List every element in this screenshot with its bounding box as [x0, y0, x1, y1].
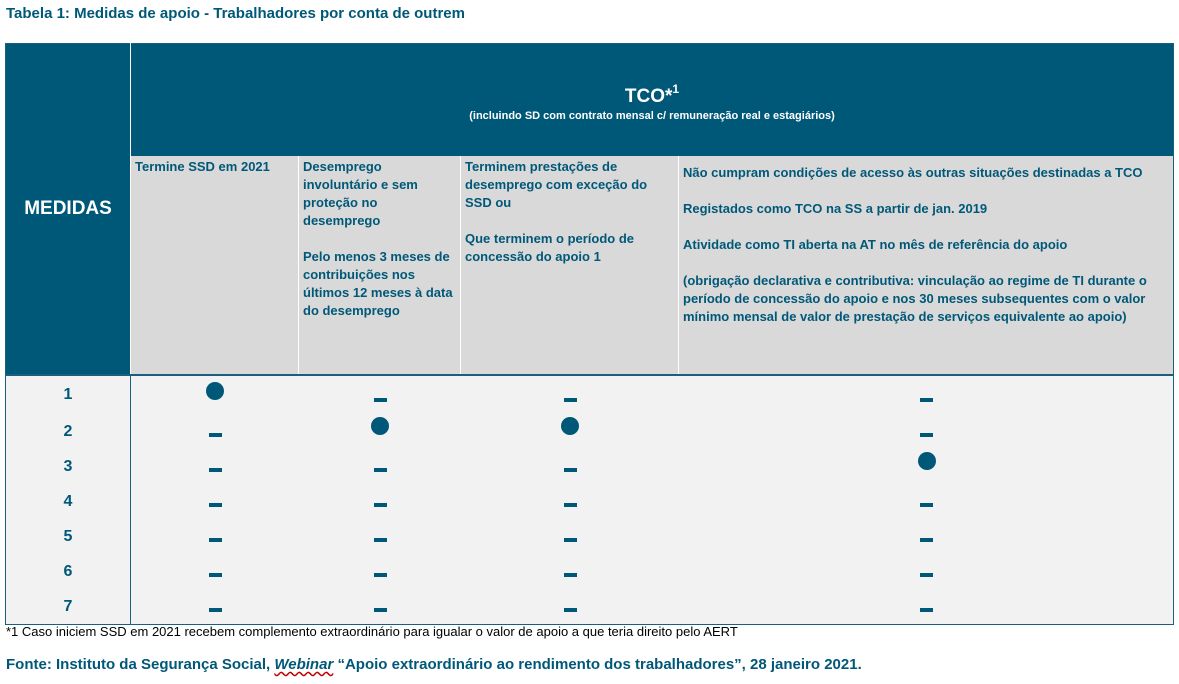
table-title: Tabela 1: Medidas de apoio - Trabalhadores por conta de outrem	[6, 5, 465, 22]
source-suffix: “Apoio extraordinário ao rendimento dos trabalhadores”, 28 janeiro 2021.	[333, 656, 862, 673]
criteria-text: Termine SSD em 2021	[135, 159, 270, 174]
not-applicable-dash-icon	[564, 538, 577, 542]
criteria-text: Que terminem o período de concessão do apoio 1	[465, 231, 635, 264]
not-applicable-dash-icon	[209, 608, 222, 612]
not-applicable-dash-icon	[920, 398, 933, 402]
measure-number: 5	[63, 527, 73, 545]
not-applicable-dash-icon	[209, 468, 222, 472]
measure-number: 6	[63, 562, 73, 580]
not-applicable-dash-icon	[209, 573, 222, 577]
medidas-header: MEDIDAS	[6, 44, 131, 376]
measure-number: 1	[63, 386, 73, 403]
criteria-text: Atividade como TI aberta na AT no mês de referência do apoio	[683, 237, 1068, 252]
paragraph-gap	[465, 212, 674, 230]
table-row	[131, 446, 1174, 481]
not-applicable-dash-icon	[564, 468, 577, 472]
not-applicable-dash-icon	[374, 503, 387, 507]
table-row	[6, 414, 130, 449]
not-applicable-dash-icon	[374, 573, 387, 577]
table-row	[6, 554, 130, 589]
measure-number: 2	[63, 422, 73, 440]
criteria-cell-4	[679, 156, 1174, 375]
table-row	[131, 376, 1174, 411]
not-applicable-dash-icon	[920, 608, 933, 612]
criteria-row	[6, 156, 1174, 375]
not-applicable-dash-icon	[564, 608, 577, 612]
criteria-text: Registados como TCO na SS a partir de jan. 2019	[683, 201, 988, 216]
table-row	[6, 376, 130, 414]
table-row	[131, 411, 1174, 446]
table-row	[131, 586, 1174, 621]
not-applicable-dash-icon	[209, 538, 222, 542]
not-applicable-dash-icon	[920, 503, 933, 507]
not-applicable-dash-icon	[920, 538, 933, 542]
measure-marks-area	[131, 375, 1174, 625]
tco-header	[131, 44, 1174, 157]
source-line	[6, 656, 862, 673]
applies-dot-icon	[918, 452, 936, 470]
criteria-text: (obrigação declarativa e contributiva: vinculação ao regime de TI durante o período de concessão do apoio e nos 30 meses subsequentes com o valor mínimo mensal de valor de prestação de serviços equivalente ao apoio)	[683, 273, 1147, 324]
measure-number: 7	[63, 597, 73, 615]
applies-dot-icon	[371, 417, 389, 435]
measure-number: 4	[63, 492, 73, 510]
criteria-cell-3	[461, 156, 679, 375]
measure-numbers-column	[6, 375, 131, 625]
tco-label: TCO*	[624, 86, 673, 107]
criteria-text: Não cumpram condições de acesso às outras situações destinadas a TCO	[683, 165, 1143, 180]
table-row	[6, 484, 130, 519]
footnote: *1 Caso iniciem SSD em 2021 recebem complemento extraordinário para igualar o valor de apoio a que teria direito pelo AERT	[6, 624, 738, 639]
paragraph-gap	[683, 218, 1169, 236]
paragraph-gap	[303, 230, 456, 248]
criteria-cell-1	[131, 156, 299, 375]
not-applicable-dash-icon	[564, 573, 577, 577]
not-applicable-dash-icon	[564, 398, 577, 402]
paragraph-gap	[683, 254, 1169, 272]
table-row	[131, 516, 1174, 551]
criteria-text: Pelo menos 3 meses de contribuições nos últimos 12 meses à data do desemprego	[303, 249, 453, 318]
not-applicable-dash-icon	[209, 433, 222, 437]
not-applicable-dash-icon	[374, 608, 387, 612]
not-applicable-dash-icon	[374, 398, 387, 402]
table-row	[131, 551, 1174, 586]
criteria-text: Terminem prestações de desemprego com exceção do SSD ou	[465, 159, 648, 210]
not-applicable-dash-icon	[564, 503, 577, 507]
not-applicable-dash-icon	[920, 573, 933, 577]
measure-number: 3	[63, 457, 73, 475]
table-row	[6, 449, 130, 484]
not-applicable-dash-icon	[920, 433, 933, 437]
source-prefix: Fonte: Instituto da Segurança Social,	[6, 656, 275, 673]
not-applicable-dash-icon	[374, 468, 387, 472]
not-applicable-dash-icon	[374, 538, 387, 542]
applies-dot-icon	[561, 417, 579, 435]
source-emphasis: Webinar	[274, 656, 334, 673]
paragraph-gap	[683, 182, 1169, 200]
not-applicable-dash-icon	[209, 503, 222, 507]
table-row	[6, 519, 130, 554]
applies-dot-icon	[206, 382, 224, 400]
table-row	[6, 589, 130, 624]
tco-subtitle: (incluindo SD com contrato mensal c/ remuneração real e estagiários)	[469, 110, 835, 122]
measures-table	[5, 43, 1174, 625]
table-row	[131, 481, 1174, 516]
tco-footnote-ref: 1	[672, 82, 680, 96]
criteria-text: Desemprego involuntário e sem proteção no desemprego	[303, 159, 418, 228]
criteria-cell-2	[299, 156, 461, 375]
